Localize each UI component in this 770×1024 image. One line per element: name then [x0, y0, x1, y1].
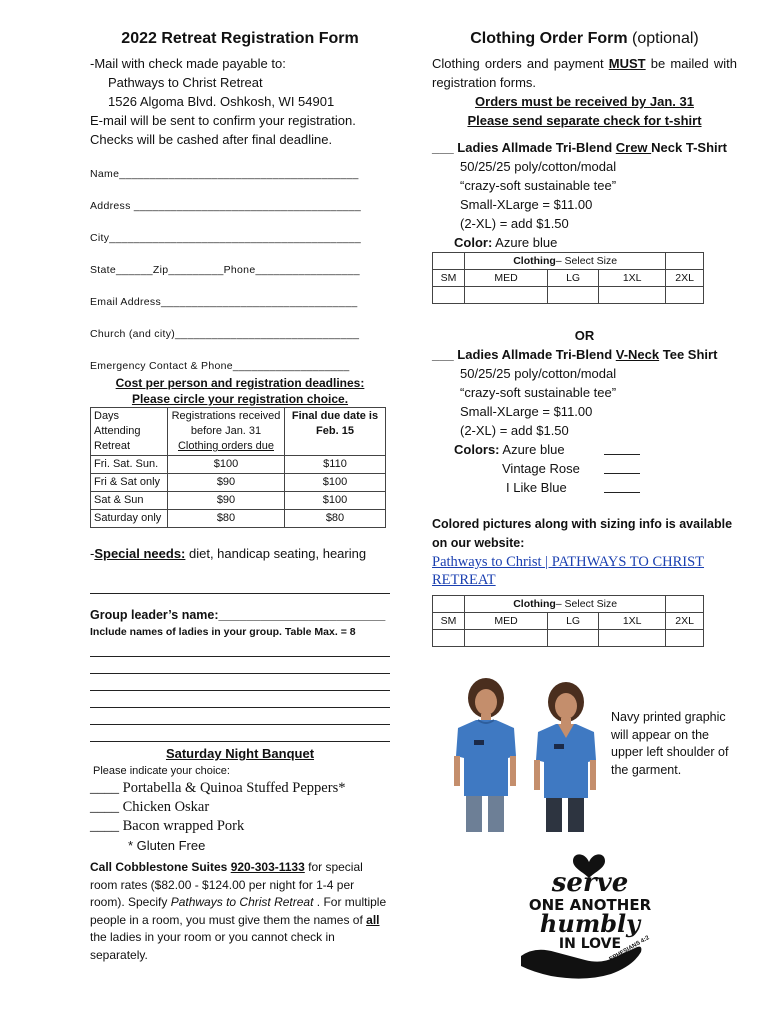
vneck-size-table [432, 595, 704, 647]
name-field[interactable]: Name_______________________________________ [90, 168, 359, 180]
size-qty-cell[interactable] [465, 630, 548, 647]
clothing-title [432, 30, 737, 48]
clothing-intro [432, 54, 737, 92]
state-zip-phone-field[interactable]: State______Zip_________Phone_________________ [90, 264, 360, 276]
banquet-option[interactable]: ____ Bacon wrapped Pork [90, 818, 245, 834]
days-header: Days Attending Retreat [91, 408, 168, 456]
group-name-line[interactable] [90, 708, 390, 725]
table-row[interactable] [91, 474, 386, 492]
crew-size-table [432, 252, 704, 304]
final-cell: $100 [285, 492, 386, 510]
call-italic: Pathways to Christ Retreat [170, 895, 314, 909]
intro-must: MUST [608, 56, 646, 71]
gluten-note: * Gluten Free [128, 838, 206, 853]
group-note: Include names of ladies in your group. Table Max. = 8 [90, 626, 356, 638]
call-text: for special room rates ($82.00 - $124.00 per night for 1-4 per room). Specify [90, 860, 363, 909]
banquet-option[interactable]: ____ Portabella & Quinoa Stuffed Peppers* [90, 780, 346, 796]
days-cell: Saturday only [91, 510, 168, 528]
group-name-line[interactable] [90, 691, 390, 708]
size-table-title [465, 596, 666, 613]
crew-item[interactable] [432, 138, 737, 157]
crew-spec: 50/25/25 poly/cotton/modal [460, 159, 617, 174]
special-needs-line[interactable] [90, 563, 390, 594]
days-cell: Sat & Sun [91, 492, 168, 510]
crew-spec: (2-XL) = add $1.50 [460, 216, 569, 231]
crew-style: Crew [615, 140, 652, 155]
address-field[interactable]: Address _____________________________________ [90, 200, 362, 212]
vneck-suffix: Tee Shirt [659, 347, 718, 362]
special-text: diet, handicap seating, hearing [185, 546, 367, 561]
vneck-item[interactable] [432, 345, 737, 364]
or-divider: OR [574, 328, 595, 343]
crew-spec: Small-XLarge = $11.00 [460, 197, 593, 212]
city-field[interactable]: City_________________________________________ [90, 232, 362, 244]
clothing-column [432, 30, 737, 647]
special-label: Special needs: [94, 546, 186, 561]
group-name-line[interactable] [90, 657, 390, 674]
table-row[interactable] [91, 492, 386, 510]
vneck-color-option[interactable] [432, 459, 737, 478]
crew-color [432, 233, 737, 252]
final-header: Final due date is Feb. 15 [285, 408, 386, 456]
size-label: MED [465, 270, 548, 287]
color-blank[interactable] [604, 459, 640, 474]
size-label: MED [465, 613, 548, 630]
size-label: 2XL [666, 270, 704, 287]
crew-suffix: Neck T-Shirt [651, 140, 728, 155]
banquet-note: Please indicate your choice: [93, 765, 230, 777]
size-qty-cell[interactable] [666, 287, 704, 304]
hotel-info [90, 859, 390, 964]
logo-serve: serve [551, 868, 629, 898]
size-qty-cell[interactable] [599, 630, 666, 647]
size-label: SM [433, 613, 465, 630]
size-title-bold: Clothing [513, 598, 556, 610]
crew-prefix: ___ Ladies Allmade Tri-Blend [432, 140, 616, 155]
before-header [168, 408, 285, 456]
crew-shirt-photo-icon [448, 676, 522, 832]
table-row[interactable] [91, 456, 386, 474]
size-label: LG [548, 270, 599, 287]
graphic-note: Navy printed graphic will appear on the upper left shoulder of the garment. [611, 710, 729, 777]
size-title-rest: – Select Size [555, 255, 618, 267]
logo-humbly: humbly [539, 909, 641, 938]
final-cell: $80 [285, 510, 386, 528]
size-qty-cell[interactable] [666, 630, 704, 647]
vneck-spec: “crazy-soft sustainable tee” [460, 385, 617, 400]
before-cell: $90 [168, 474, 285, 492]
banquet-title: Saturday Night Banquet [165, 746, 315, 761]
size-qty-cell[interactable] [433, 287, 465, 304]
clothing-due-text: Clothing orders due [177, 440, 274, 452]
vneck-spec: 50/25/25 poly/cotton/modal [460, 366, 617, 381]
orders-deadline: Orders must be received by Jan. 31 [475, 94, 694, 109]
mail-line: 1526 Algoma Blvd. Oshkosh, WI 54901 [108, 94, 335, 109]
call-text: . For multiple people in a room, you must give them the names of [90, 895, 387, 927]
final-cell: $110 [285, 456, 386, 474]
call-all: all [366, 912, 380, 927]
mail-line: Checks will be cashed after final deadline. [90, 132, 333, 147]
size-table-title [465, 253, 666, 270]
group-name-line[interactable] [90, 640, 390, 657]
banquet-option[interactable]: ____ Chicken Oskar [90, 799, 210, 815]
clothing-title-text: Clothing Order Form [470, 30, 628, 47]
before-cell: $80 [168, 510, 285, 528]
vneck-spec: (2-XL) = add $1.50 [460, 423, 569, 438]
pictures-note: Colored pictures along with sizing info is available on our website: [432, 517, 733, 550]
before-cell: $90 [168, 492, 285, 510]
color-blank[interactable] [604, 478, 640, 493]
website-link[interactable]: Pathways to Christ | PATHWAYS TO CHRIST RETREAT [432, 554, 705, 588]
days-cell: Fri. Sat. Sun. [91, 456, 168, 474]
group-name-line[interactable] [90, 725, 390, 742]
before-cell: $100 [168, 456, 285, 474]
vneck-color: Vintage Rose [502, 461, 580, 476]
color-blank[interactable] [604, 440, 640, 455]
call-bold: Call Cobblestone Suites [90, 860, 231, 874]
size-label: SM [433, 270, 465, 287]
size-qty-cell[interactable] [599, 287, 666, 304]
size-title-bold: Clothing [513, 255, 556, 267]
registration-column [90, 30, 390, 964]
vneck-spec: Small-XLarge = $11.00 [460, 404, 593, 419]
size-label: 2XL [666, 613, 704, 630]
final-cell: $100 [285, 474, 386, 492]
vneck-colors-label: Colors: [454, 442, 500, 457]
logo-in-love: IN LOVE [558, 936, 622, 952]
cost-table [90, 407, 386, 528]
size-qty-cell[interactable] [548, 287, 599, 304]
size-qty-cell[interactable] [465, 287, 548, 304]
vneck-color: I Like Blue [506, 480, 567, 495]
vneck-color-option[interactable] [432, 440, 737, 459]
crew-spec: “crazy-soft sustainable tee” [460, 178, 617, 193]
intro-text: be mailed with registration forms. [432, 56, 738, 90]
size-label: 1XL [599, 613, 666, 630]
before-header-text: Registrations received before Jan. 31 [171, 410, 281, 437]
vneck-color: Azure blue [499, 442, 565, 457]
size-label: LG [548, 613, 599, 630]
logo-one-another: ONE ANOTHER [528, 896, 652, 914]
group-leader-field[interactable]: Group leader’s name:________________________ [90, 608, 386, 622]
mail-line: E-mail will be sent to confirm your registration. [90, 113, 356, 128]
vneck-prefix: ___ Ladies Allmade Tri-Blend [432, 347, 616, 362]
table-row[interactable] [91, 510, 386, 528]
vneck-style: V-Neck [615, 347, 660, 362]
clothing-title-optional: (optional) [632, 30, 699, 47]
group-name-line[interactable] [90, 674, 390, 691]
separate-check-note: Please send separate check for t-shirt [467, 113, 702, 128]
size-qty-cell[interactable] [548, 630, 599, 647]
logo-reference: EPHESIANS 4:2 [608, 935, 651, 963]
emergency-contact-field[interactable]: Emergency Contact & Phone___________________ [90, 360, 350, 372]
registration-title: 2022 Retreat Registration Form [121, 30, 359, 47]
size-qty-cell[interactable] [433, 630, 465, 647]
intro-text: Clothing orders and payment [432, 56, 609, 71]
serve-logo [515, 848, 665, 988]
size-title-rest: – Select Size [555, 598, 618, 610]
hotel-phone: 920-303-1133 [230, 860, 305, 874]
call-text: the ladies in your room or you cannot check in separately. [90, 930, 335, 962]
mail-line: Pathways to Christ Retreat [108, 75, 263, 90]
vneck-color-option[interactable] [432, 478, 737, 497]
size-label: 1XL [599, 270, 666, 287]
vneck-shirt-photo-icon [528, 680, 602, 832]
crew-color-label: Color: [454, 235, 493, 250]
days-cell: Fri & Sat only [91, 474, 168, 492]
mail-line: -Mail with check made payable to: [90, 56, 286, 71]
crew-color-value: Azure blue [492, 235, 558, 250]
special-prefix: - [90, 546, 95, 561]
special-needs[interactable] [90, 544, 390, 563]
email-field[interactable]: Email Address________________________________ [90, 296, 358, 308]
cost-subtitle: Please circle your registration choice. [131, 392, 349, 406]
church-field[interactable]: Church (and city)______________________________ [90, 328, 360, 340]
cost-title: Cost per person and registration deadlines: [115, 376, 365, 390]
